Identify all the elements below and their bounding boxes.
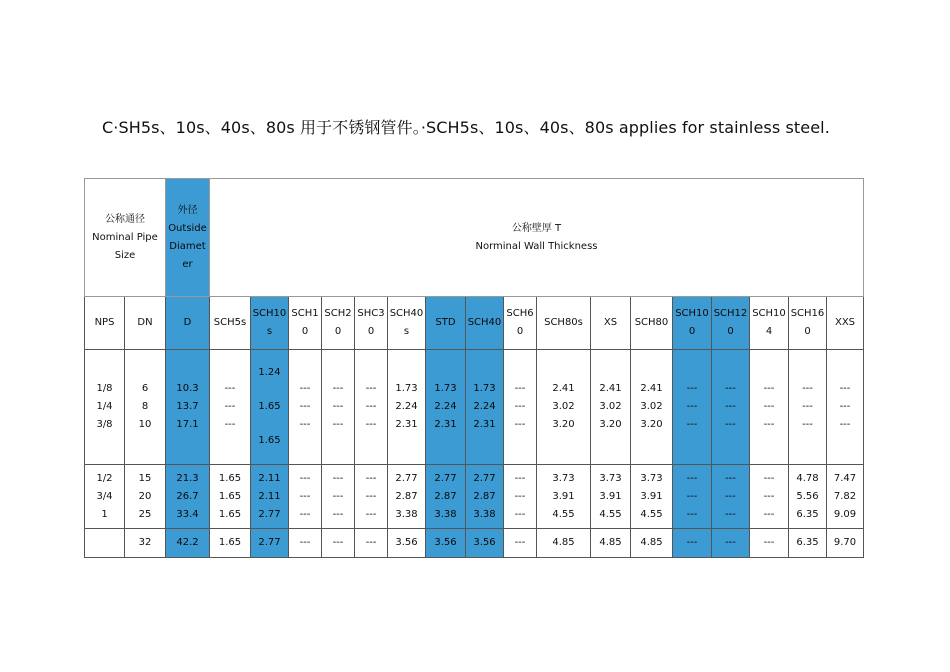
cell-value: 1.73 (434, 383, 457, 394)
cell-sch160 (789, 529, 827, 558)
cell-value: --- (514, 383, 526, 394)
col-header-sch160: SCH160 (789, 297, 827, 350)
col-header-sch104: SCH104 (750, 297, 789, 350)
cell-value: 2.31 (434, 419, 457, 430)
cell-value: 6.35 (796, 537, 819, 548)
cell-value: --- (224, 383, 236, 394)
cell-sch80 (631, 529, 673, 558)
cell-value: --- (686, 419, 698, 430)
cell-value: 3.20 (599, 419, 622, 430)
outside-diameter-cn: 外径 (177, 204, 198, 216)
cell-nps (85, 350, 125, 465)
cell-value: --- (686, 490, 698, 502)
cell-value: 2.41 (552, 383, 575, 394)
cell-value: 21.3 (176, 472, 199, 484)
cell-xs (591, 529, 631, 558)
cell-value: --- (299, 490, 311, 502)
cell-std (426, 465, 466, 529)
cell-value: --- (332, 537, 344, 548)
cell-dn (125, 350, 166, 465)
cell-std (426, 350, 466, 465)
cell-value: 1.65 (258, 401, 281, 412)
cell-sch10s (251, 465, 289, 529)
cell-value: --- (299, 401, 311, 412)
cell-value: 2.77 (258, 537, 281, 548)
cell-value: --- (514, 419, 526, 430)
cell-value: 1.65 (218, 537, 242, 548)
group-header-row (85, 179, 864, 297)
cell-sch40s (388, 350, 426, 465)
cell-sch160 (789, 350, 827, 465)
cell-value: --- (763, 419, 775, 430)
nominal-pipe-size-en: Nominal Pipe (92, 231, 158, 243)
cell-sch80 (631, 465, 673, 529)
cell-value: 5.56 (796, 490, 819, 502)
cell-sch40s (388, 465, 426, 529)
cell-value: 10.3 (176, 383, 199, 394)
cell-sch120 (712, 529, 750, 558)
cell-sch60 (504, 465, 537, 529)
cell-value: 4.55 (552, 508, 575, 520)
cell-value: 4.55 (640, 508, 663, 520)
cell-shc30 (355, 465, 388, 529)
cell-sch10s (251, 529, 289, 558)
table-row (85, 465, 864, 529)
cell-value: 25 (138, 508, 152, 520)
cell-value: 9.09 (833, 508, 857, 520)
cell-value: 3.02 (599, 401, 622, 412)
cell-value: 1/8 (96, 383, 113, 394)
nominal-pipe-size-header (85, 179, 166, 297)
cell-sch10 (289, 350, 322, 465)
cell-nps (85, 529, 125, 558)
cell-value: --- (365, 383, 377, 394)
cell-dn (125, 529, 166, 558)
cell-value: 3.73 (640, 472, 663, 484)
cell-sch80 (631, 350, 673, 465)
cell-value: 3.56 (434, 537, 457, 548)
outside-diameter-en-1: Outside (168, 222, 207, 234)
cell-value: --- (802, 401, 813, 412)
cell-value: 42.2 (176, 537, 199, 548)
pipe-schedule-table (84, 178, 864, 558)
cell-value: 2.31 (473, 419, 496, 430)
col-header-shc30: SHC30 (355, 297, 388, 350)
cell-value: 2.87 (434, 490, 457, 502)
cell-xxs (827, 350, 864, 465)
cell-value: 3.91 (640, 490, 663, 502)
col-header-xs: XS (591, 297, 631, 350)
col-header-sch10s: SCH10s (251, 297, 289, 350)
table-row (85, 529, 864, 558)
cell-value: 2.11 (258, 490, 281, 502)
cell-value: --- (365, 508, 377, 520)
cell-value: 3.73 (599, 472, 622, 484)
cell-value: 6 (141, 383, 149, 394)
cell-sch120 (712, 350, 750, 465)
cell-sch40 (466, 350, 504, 465)
cell-value: 4.85 (599, 537, 622, 548)
cell-sch100 (673, 465, 712, 529)
outside-diameter-en-2: Diamet (169, 240, 206, 252)
cell-value: 3.73 (552, 472, 575, 484)
cell-value: --- (365, 472, 377, 484)
cell-value: 2.77 (395, 472, 418, 484)
cell-value: 20 (138, 490, 152, 502)
cell-value: --- (224, 419, 236, 430)
col-header-std: STD (426, 297, 466, 350)
cell-sch104 (750, 529, 789, 558)
cell-value: --- (725, 383, 736, 394)
cell-sch40 (466, 529, 504, 558)
cell-sch80s (537, 529, 591, 558)
cell-value: 1/4 (96, 401, 113, 412)
col-header-sch5s: SCH5s (210, 297, 251, 350)
cell-value: 3/8 (96, 419, 113, 430)
cell-value: 13.7 (176, 401, 199, 412)
cell-value: --- (763, 537, 775, 548)
cell-d (166, 465, 210, 529)
cell-value: 1 (101, 508, 108, 520)
cell-value: --- (514, 472, 526, 484)
cell-value: 3.20 (552, 419, 575, 430)
cell-value: --- (365, 419, 377, 430)
cell-value: --- (763, 472, 775, 484)
cell-xxs (827, 529, 864, 558)
wall-thickness-header (210, 179, 864, 297)
cell-value: 1.73 (395, 383, 418, 394)
cell-value: --- (514, 508, 526, 520)
cell-value: 3.02 (552, 401, 575, 412)
column-header-row (85, 297, 864, 350)
cell-value: 7.82 (833, 490, 857, 502)
cell-value: 1.65 (258, 435, 281, 446)
cell-value: --- (725, 419, 736, 430)
cell-sch60 (504, 529, 537, 558)
cell-value: --- (802, 419, 813, 430)
cell-value: 2.77 (473, 472, 496, 484)
cell-value: 3.91 (599, 490, 622, 502)
cell-sch10 (289, 465, 322, 529)
cell-value: --- (299, 508, 311, 520)
col-header-sch20: SCH20 (322, 297, 355, 350)
cell-value: 3.38 (395, 508, 418, 520)
cell-value: 1.73 (473, 383, 496, 394)
cell-value: 3.38 (473, 508, 496, 520)
cell-value: 1.65 (218, 472, 242, 484)
col-header-sch100: SCH100 (673, 297, 712, 350)
cell-value: 3.02 (640, 401, 663, 412)
cell-value: 6.35 (796, 508, 819, 520)
cell-sch20 (322, 529, 355, 558)
cell-sch104 (750, 465, 789, 529)
cell-value: 8 (141, 401, 149, 412)
col-header-sch60: SCH60 (504, 297, 537, 350)
cell-sch160 (789, 465, 827, 529)
cell-value: 15 (138, 472, 152, 484)
nominal-pipe-size-cn: 公称通径 (105, 213, 145, 225)
cell-value: --- (802, 383, 813, 394)
cell-value: --- (839, 419, 851, 430)
cell-value: 33.4 (176, 508, 199, 520)
cell-shc30 (355, 529, 388, 558)
cell-value: 2.31 (395, 419, 418, 430)
cell-value: 4.78 (796, 472, 819, 484)
cell-sch100 (673, 350, 712, 465)
cell-sch60 (504, 350, 537, 465)
wall-thickness-cn: 公称壁厚 T (511, 222, 562, 234)
cell-xs (591, 350, 631, 465)
cell-value: --- (299, 472, 311, 484)
cell-value: --- (299, 419, 311, 430)
cell-value: --- (299, 383, 311, 394)
cell-value: 2.11 (258, 472, 281, 484)
col-header-sch10: SCH10 (289, 297, 322, 350)
cell-value: --- (686, 401, 698, 412)
cell-value: 3.91 (552, 490, 575, 502)
cell-sch5s (210, 465, 251, 529)
cell-value: --- (332, 383, 344, 394)
cell-sch80s (537, 350, 591, 465)
cell-value: 2.24 (434, 401, 457, 412)
cell-value: --- (332, 472, 344, 484)
wall-thickness-en: Norminal Wall Thickness (475, 240, 598, 252)
cell-sch20 (322, 465, 355, 529)
col-header-xxs: XXS (827, 297, 864, 350)
page-title: C·SH5s、10s、40s、80s 用于不锈钢管件。·SCH5s、10s、40s、80s applies for stainless steel. (102, 118, 830, 137)
cell-value: 2.24 (395, 401, 418, 412)
cell-value: 1/2 (96, 472, 113, 484)
cell-value: --- (224, 401, 236, 412)
cell-sch80s (537, 465, 591, 529)
table-row (85, 350, 864, 465)
cell-value: --- (839, 383, 851, 394)
cell-value: --- (725, 401, 736, 412)
cell-value: --- (686, 508, 698, 520)
cell-value: --- (299, 537, 311, 548)
cell-value: 2.24 (473, 401, 496, 412)
cell-value: 9.70 (833, 537, 857, 548)
col-header-sch120: SCH120 (712, 297, 750, 350)
cell-value: 2.77 (434, 472, 457, 484)
cell-value: --- (839, 401, 851, 412)
cell-sch100 (673, 529, 712, 558)
cell-value: --- (763, 383, 775, 394)
cell-value: 4.85 (552, 537, 575, 548)
cell-value: --- (514, 490, 526, 502)
cell-value: 2.87 (395, 490, 418, 502)
cell-value: --- (725, 472, 736, 484)
cell-nps (85, 465, 125, 529)
cell-value: 2.41 (599, 383, 622, 394)
cell-sch5s (210, 529, 251, 558)
cell-xxs (827, 465, 864, 529)
cell-sch40s (388, 529, 426, 558)
col-header-sch40s: SCH40s (388, 297, 426, 350)
cell-value: 4.85 (640, 537, 663, 548)
nominal-pipe-size-en-2: Size (114, 249, 136, 261)
cell-value: 3.38 (434, 508, 457, 520)
outside-diameter-en-3: er (182, 258, 193, 270)
cell-value: --- (763, 490, 775, 502)
cell-value: --- (514, 401, 526, 412)
cell-value: --- (763, 508, 775, 520)
cell-value: 3.56 (395, 537, 418, 548)
col-header-dn: DN (125, 297, 166, 350)
cell-sch20 (322, 350, 355, 465)
cell-value: --- (332, 490, 344, 502)
col-header-sch80s: SCH80s (537, 297, 591, 350)
cell-value: --- (365, 401, 377, 412)
outside-diameter-header (166, 179, 210, 297)
cell-value: 32 (138, 537, 152, 548)
cell-sch104 (750, 350, 789, 465)
cell-sch120 (712, 465, 750, 529)
cell-value: 2.87 (473, 490, 496, 502)
cell-value: 2.41 (640, 383, 663, 394)
cell-value: --- (725, 508, 736, 520)
cell-value: 1.24 (258, 367, 281, 378)
col-header-sch80: SCH80 (631, 297, 673, 350)
cell-value: --- (763, 401, 775, 412)
cell-value: 2.77 (258, 508, 281, 520)
cell-sch10 (289, 529, 322, 558)
cell-value: 1.65 (218, 508, 242, 520)
cell-value: 3.56 (473, 537, 496, 548)
cell-value: 3/4 (96, 490, 113, 502)
col-header-d: D (166, 297, 210, 350)
cell-value: 1.65 (218, 490, 242, 502)
cell-value: 10 (138, 419, 152, 430)
cell-value: --- (332, 401, 344, 412)
cell-value: --- (686, 537, 698, 548)
cell-value: --- (365, 490, 377, 502)
cell-value: --- (686, 472, 698, 484)
cell-sch5s (210, 350, 251, 465)
cell-value: 3.20 (640, 419, 663, 430)
cell-std (426, 529, 466, 558)
cell-value: --- (365, 537, 377, 548)
cell-value: --- (686, 383, 698, 394)
cell-d (166, 529, 210, 558)
cell-xs (591, 465, 631, 529)
cell-shc30 (355, 350, 388, 465)
cell-value: --- (725, 537, 736, 548)
col-header-nps: NPS (85, 297, 125, 350)
col-header-sch40: SCH40 (466, 297, 504, 350)
cell-dn (125, 465, 166, 529)
cell-value: --- (514, 537, 526, 548)
cell-value: --- (725, 490, 736, 502)
cell-value: --- (332, 419, 344, 430)
cell-value: 7.47 (833, 472, 857, 484)
cell-value: 26.7 (176, 490, 199, 502)
cell-sch10s (251, 350, 289, 465)
cell-d (166, 350, 210, 465)
cell-value: 4.55 (599, 508, 622, 520)
cell-value: --- (332, 508, 344, 520)
cell-sch40 (466, 465, 504, 529)
cell-value: 17.1 (176, 419, 199, 430)
